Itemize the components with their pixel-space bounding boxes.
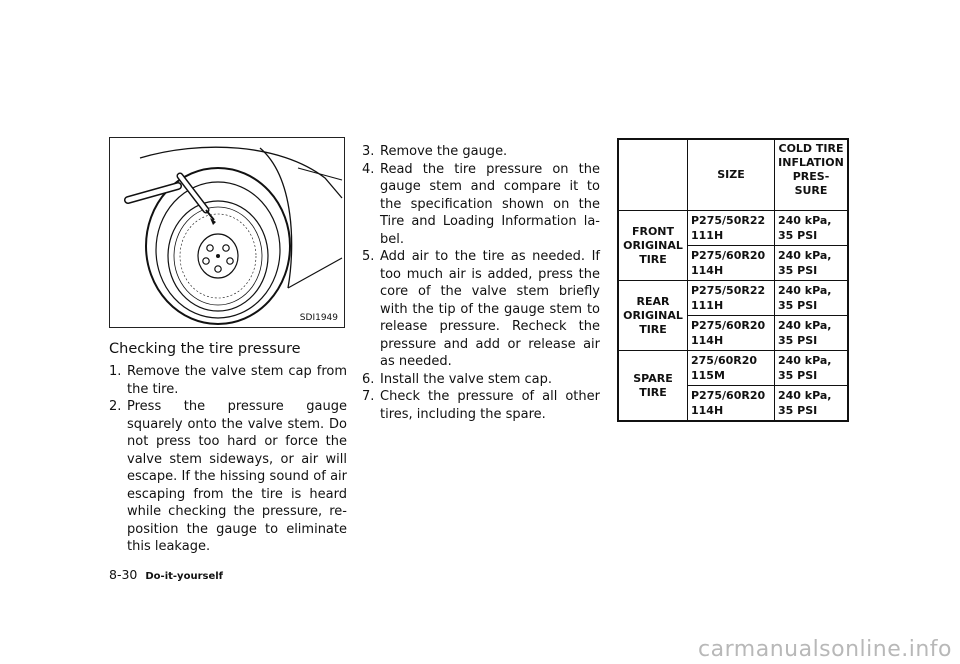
- step-number: 5.: [362, 249, 375, 264]
- pressure-cell: 240 kPa, 35 PSI: [775, 246, 849, 281]
- header-size: SIZE: [688, 139, 775, 211]
- step-item: [362, 161, 600, 249]
- footer-section: Do-it-yourself: [145, 571, 224, 582]
- steps-list-left: [109, 363, 347, 556]
- tire-size-cell: P275/60R20 114H: [688, 316, 775, 351]
- table-header-row: [618, 139, 848, 211]
- step-text: Remove the gauge.: [380, 144, 508, 159]
- tire-gauge-figure: [109, 137, 345, 328]
- step-number: 7.: [362, 389, 375, 404]
- step-number: 4.: [362, 161, 375, 177]
- step-text: Read the tire pressure on the gauge stem and compare it to the specification shown on the Tire and Loading Information la-bel.: [380, 161, 600, 247]
- step-number: 3.: [362, 144, 375, 159]
- pressure-cell: 240 kPa, 35 PSI: [775, 211, 849, 246]
- tire-size-cell: P275/50R22 111H: [688, 211, 775, 246]
- step-number: 2.: [109, 399, 122, 414]
- step-item: [362, 248, 600, 371]
- figure-code: SDI1949: [299, 313, 338, 323]
- step-number: 1.: [109, 364, 122, 379]
- page-footer: [109, 567, 223, 582]
- pressure-cell: 240 kPa, 35 PSI: [775, 351, 849, 386]
- table-row: [618, 211, 848, 246]
- group-label: REAR ORIGINAL TIRE: [618, 281, 688, 351]
- step-text: Install the valve stem cap.: [380, 371, 552, 387]
- tire-pressure-gauge-illustration: [110, 138, 344, 327]
- step-text: Press the pressure gauge squarely onto the valve stem. Do not press too hard or force the valve stem sideways, or air will escape. If the hissing sound of air escaping from the tire is heard while checking the pressure, re-position the gauge to eliminate this leakage.: [127, 399, 347, 554]
- column-middle: [362, 143, 600, 423]
- step-text: Remove the valve stem cap from the tire.: [127, 364, 347, 397]
- table-row: [618, 351, 848, 386]
- pressure-cell: 240 kPa, 35 PSI: [775, 386, 849, 422]
- steps-list-middle: [362, 143, 600, 423]
- tire-size-cell: P275/60R20 114H: [688, 386, 775, 422]
- pressure-cell: 240 kPa, 35 PSI: [775, 281, 849, 316]
- tire-pressure-table: [617, 138, 849, 422]
- step-item: [362, 143, 600, 161]
- step-item: [109, 363, 347, 398]
- tire-size-cell: P275/50R22 111H: [688, 281, 775, 316]
- step-number: 6.: [362, 371, 375, 387]
- step-item: [362, 371, 600, 389]
- group-label: SPARE TIRE: [618, 351, 688, 422]
- header-pressure: COLD TIRE INFLATION PRES-SURE: [775, 139, 849, 211]
- column-left: [109, 341, 347, 556]
- watermark: carmanualsonline.info: [698, 637, 952, 662]
- header-blank: [618, 139, 688, 211]
- step-text: Add air to the tire as needed. If too much air is added, press the core of the valve stem briefly with the tip of the gauge stem to release pressure. Recheck the pressure and add or release air as needed.: [380, 249, 600, 369]
- step-item: [362, 388, 600, 423]
- section-title: Checking the tire pressure: [109, 341, 301, 357]
- step-text: Check the pressure of all other tires, including the spare.: [380, 389, 600, 422]
- page-number: 8-30: [109, 567, 138, 582]
- pressure-cell: 240 kPa, 35 PSI: [775, 316, 849, 351]
- tire-size-cell: P275/60R20 114H: [688, 246, 775, 281]
- group-label: FRONT ORIGINAL TIRE: [618, 211, 688, 281]
- table-row: [618, 281, 848, 316]
- tire-size-cell: 275/60R20 115M: [688, 351, 775, 386]
- step-item: [109, 398, 347, 556]
